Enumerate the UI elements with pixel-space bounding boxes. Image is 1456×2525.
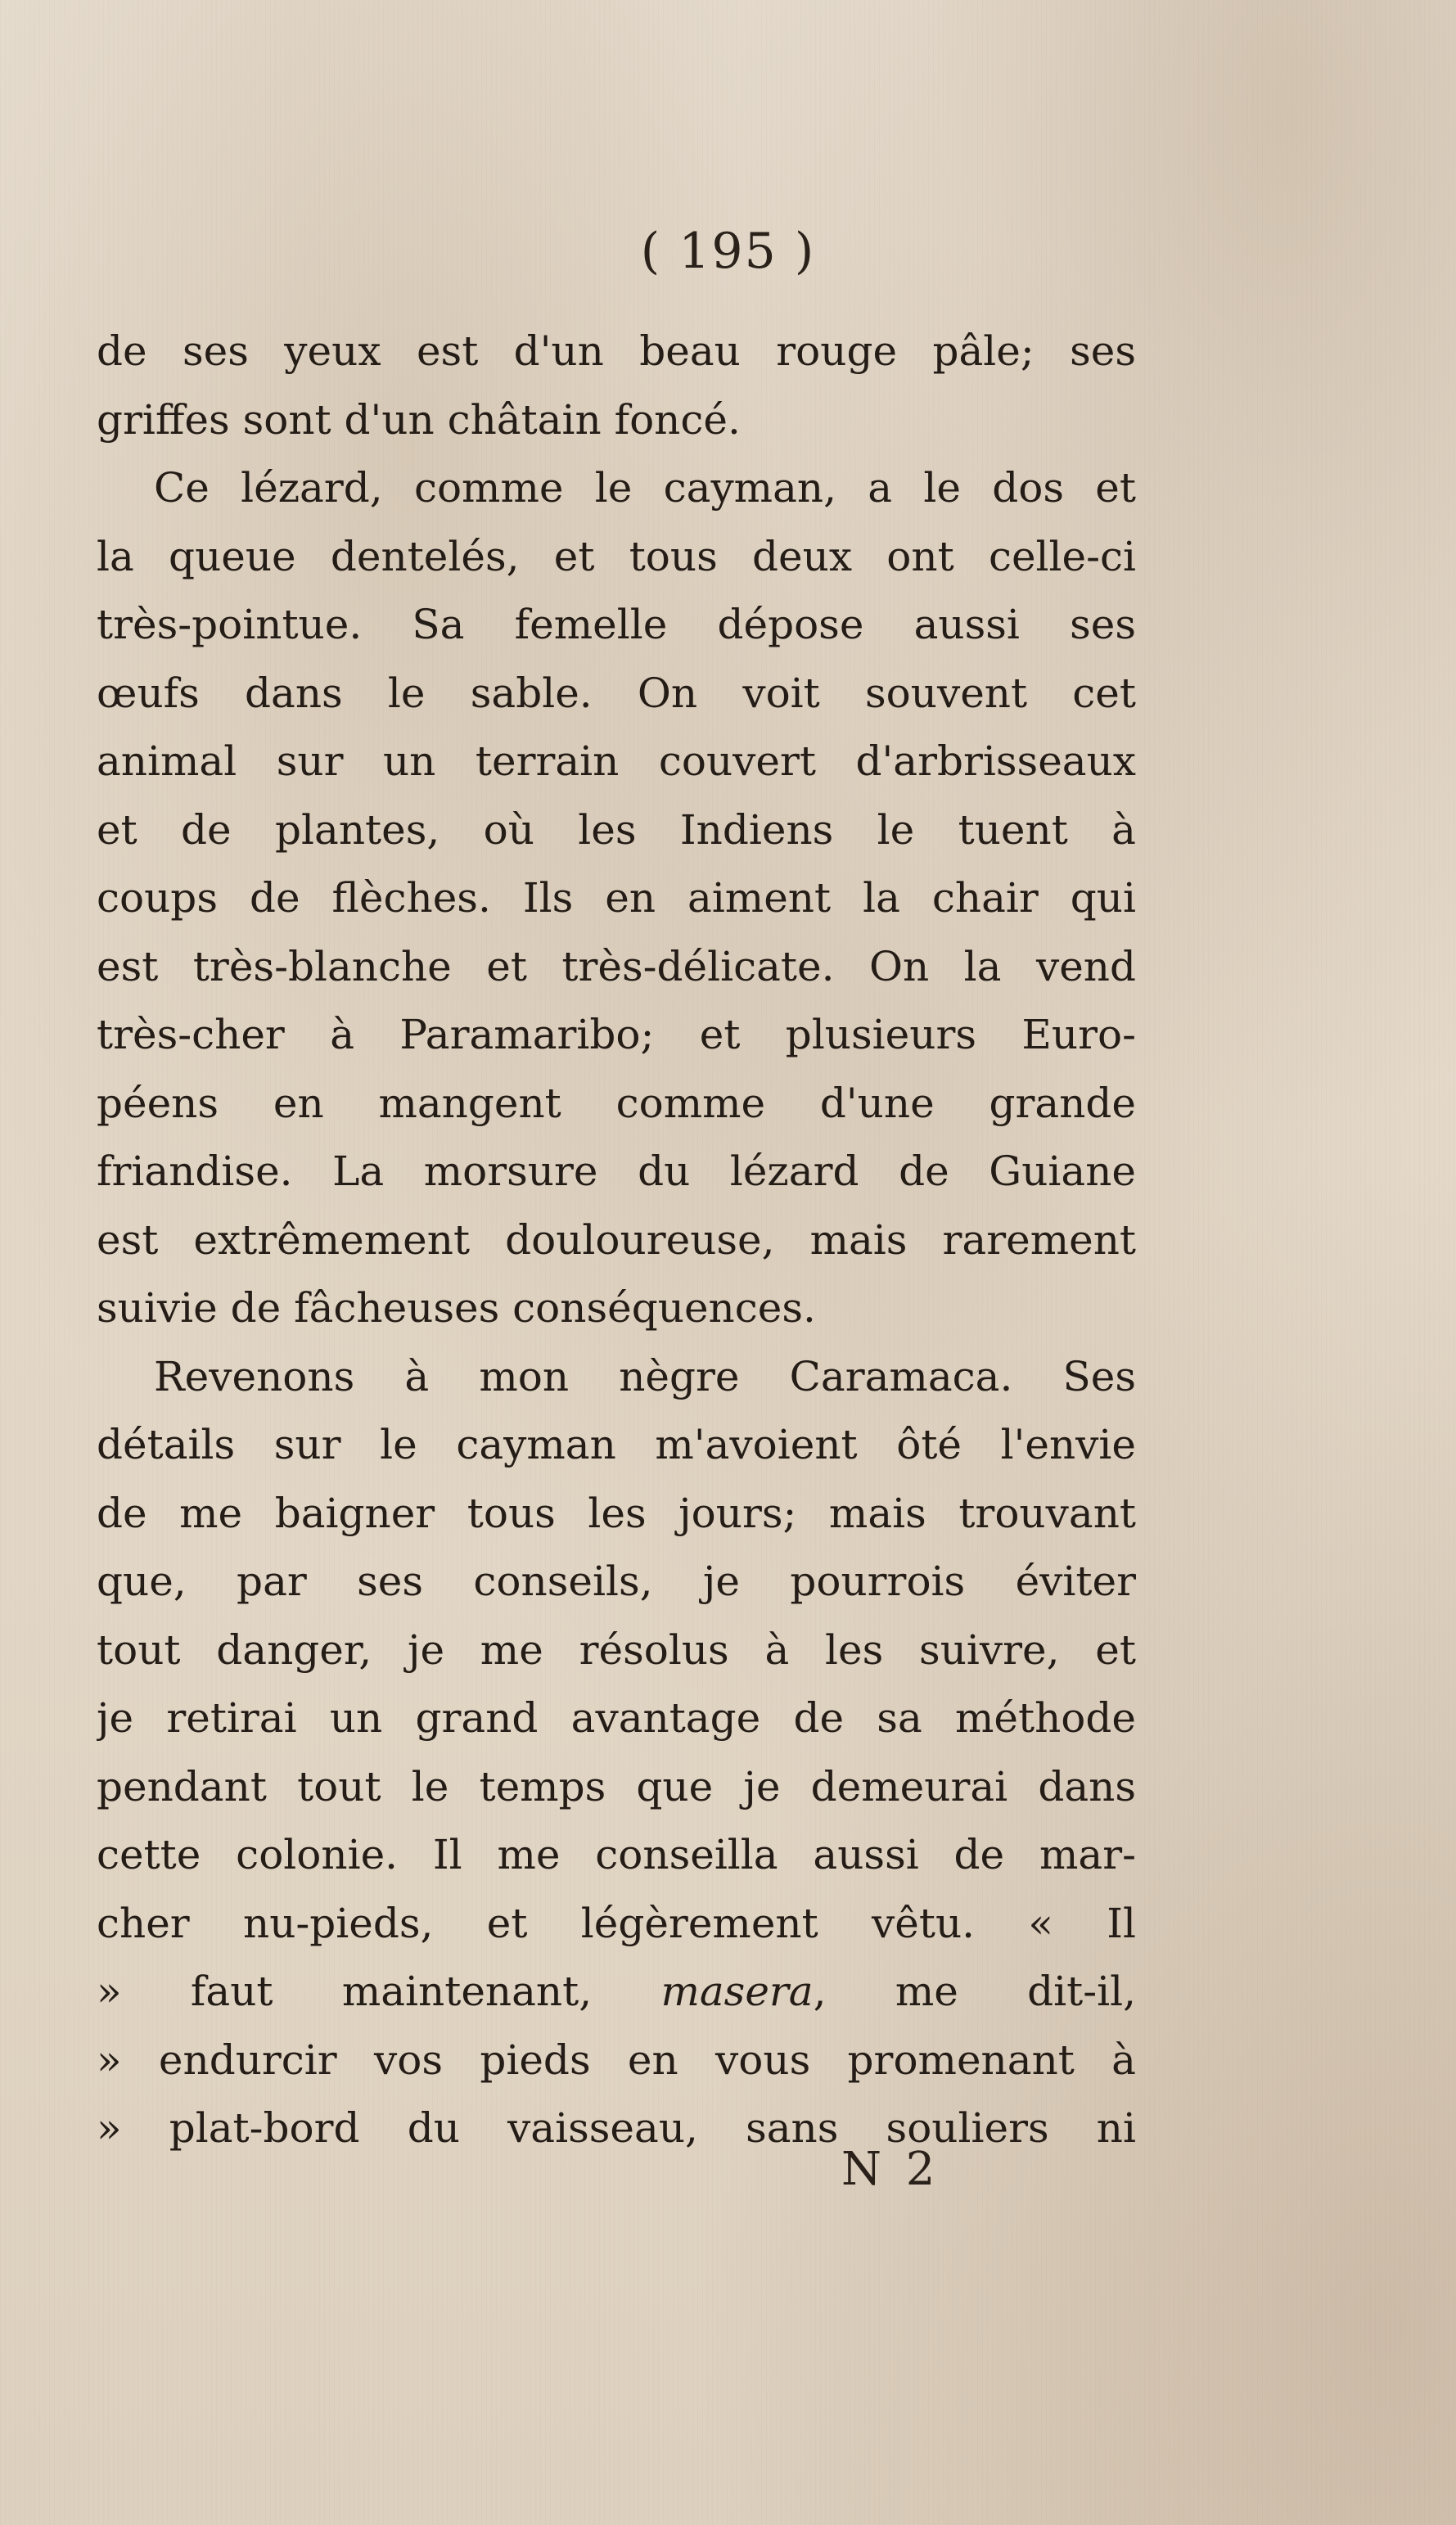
text-line: œufs dans le sable. On voit souvent cet [97,669,1136,717]
text-line: de ses yeux est d'un beau rouge pâle; ses [97,327,1136,375]
text-line: animal sur un terrain couvert d'arbrisseaux [97,737,1136,785]
text-line: suivie de fâcheuses conséquences. [97,1284,816,1332]
text-line: » endurcir vos pieds en vous promenant à [97,2036,1136,2084]
text-line: est très-blanche et très-délicate. On la vend [97,942,1136,990]
body-text [97,318,1136,2163]
text-line: très-pointue. Sa femelle dépose aussi ses [97,601,1136,648]
text-line: Revenons à mon nègre Caramaca. Ses [154,1352,1136,1400]
text-line: coups de flèches. Ils en aiment la chair qui [97,874,1136,922]
signature-mark: N 2 [841,2143,940,2196]
text-line: cette colonie. Il me conseilla aussi de mar- [97,1831,1136,1878]
text-line: la queue dentelés, et tous deux ont celle-ci [97,532,1136,580]
text-line: griffes sont d'un châtain foncé. [97,395,741,444]
italic-word: masera [660,1968,814,2015]
text-line: de me baigner tous les jours; mais trouvant [97,1489,1136,1537]
text-segment: » faut maintenant, [97,1968,661,2015]
text-line-with-italic [97,1958,1136,2027]
text-line: » plat-bord du vaisseau, sans souliers ni [97,2104,1136,2152]
text-segment: , me dit-il, [813,1968,1136,2015]
text-line: pendant tout le temps que je demeurai dans [97,1762,1136,1810]
text-line: est extrêmement douloureuse, mais rarement [97,1215,1136,1264]
text-line: détails sur le cayman m'avoient ôté l'envie [97,1421,1136,1468]
text-line: que, par ses conseils, je pourrois éviter [97,1558,1136,1605]
text-line: cher nu-pieds, et légèrement vêtu. « Il [97,1899,1136,1947]
text-line: tout danger, je me résolus à les suivre, et [97,1625,1136,1674]
text-line: très-cher à Paramaribo; et plusieurs Euro- [97,1011,1136,1058]
text-line: et de plantes, où les Indiens le tuent à [97,805,1136,854]
text-line: je retirai un grand avantage de sa méthode [97,1694,1136,1742]
text-line: Ce lézard, comme le cayman, a le dos et [154,464,1136,512]
text-line: péens en mangent comme d'une grande [97,1079,1136,1127]
text-line: friandise. La morsure du lézard de Guiane [97,1148,1136,1195]
page-number: ( 195 ) [640,223,816,280]
